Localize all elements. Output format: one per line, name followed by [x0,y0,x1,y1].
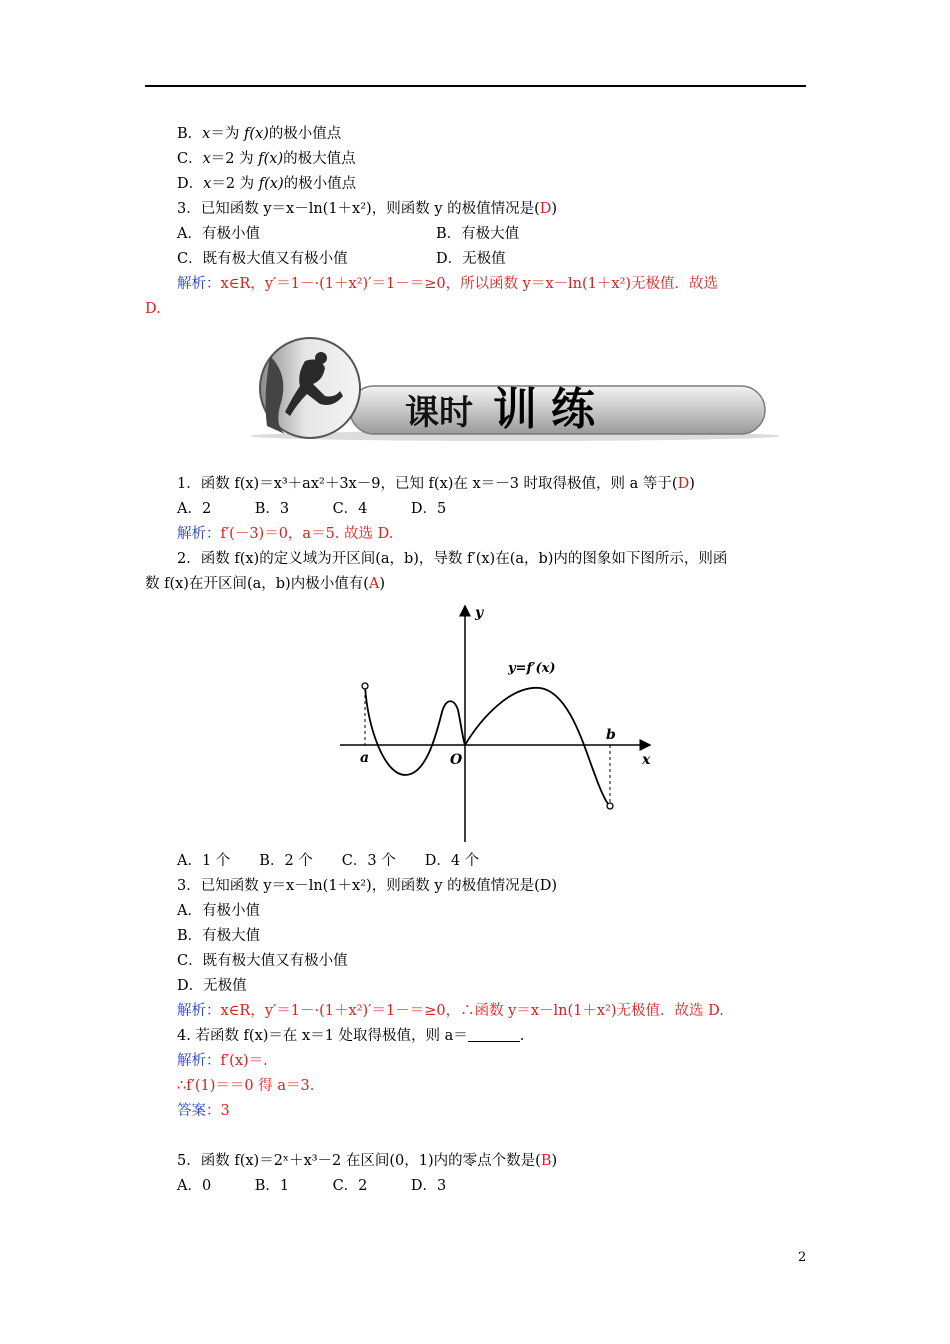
origin-label: O [450,752,463,768]
q3-top-options-cd: C．既有极大值又有极小值 D．无极值 [177,251,506,267]
curve-label: y=f′(x) [508,661,556,676]
training-q4: 4. 若函数 f(x)＝在 x＝1 处取得极值，则 a＝ . [177,1028,525,1044]
training-q5-options: A．0 B．1 C．2 D．3 [177,1178,447,1194]
training-q1-options: A．2 B．3 C．4 D．5 [177,501,447,517]
training-q2-line1: 2．函数 f(x)的定义域为开区间(a，b)，导数 f′(x)在(a，b)内的图象如下图所示，则函 [177,551,728,567]
training-q3-solution: 解析：x∈R，y′＝1－·(1＋x²)′＝1－＝≥0，∴函数 y＝x－ln(1＋x²)无极值．故选 D. [177,1003,724,1019]
option-b: B．x＝为 f(x)的极小值点 [177,126,342,142]
option-d: D．x＝2 为 f(x)的极小值点 [177,176,357,192]
header-rule [145,85,806,87]
option-c: C．x＝2 为 f(x)的极大值点 [177,151,356,167]
page-number: 2 [798,1250,807,1265]
open-endpoint-b [607,803,613,809]
derivative-graph [330,600,660,845]
training-q4-solution: 解析：f′(x)＝. [177,1053,268,1069]
x-axis-label: x [642,752,651,768]
answer-blank [468,1027,520,1042]
training-q4-answer: 答案：3 [177,1103,230,1119]
training-q3-b: B．有极大值 [177,928,261,944]
training-q3-d: D．无极值 [177,978,247,994]
training-q2-line2: 数 f(x)在开区间(a，b)内极小值有(A) [145,576,386,592]
training-q5: 5．函数 f(x)＝2ˣ＋x³－2 在区间(0，1)内的零点个数是(B) [177,1153,558,1169]
a-label: a [360,750,370,766]
q3-top-solution: 解析：x∈R，y′＝1－·(1＋x²)′＝1－＝≥0，所以函数 y＝x－ln(1＋x²)无极值．故选 [177,276,719,292]
b-label: b [606,727,616,743]
training-q2-options: A．1 个 B．2 个 C．3 个 D．4 个 [177,853,480,869]
lesson-training-banner [175,336,780,446]
y-axis-label: y [475,605,484,621]
banner-title-b: 训练 [493,384,609,435]
training-q1: 1．函数 f(x)＝x³＋ax²＋3x－9，已知 f(x)在 x＝－3 时取得极值，则 a 等于(D) [177,476,695,492]
training-q1-solution: 解析：f′(－3)＝0，a＝5. 故选 D. [177,526,394,542]
open-endpoint-a [362,683,368,689]
banner-title-a: 课时 [405,393,473,433]
derivative-curve [365,686,610,806]
training-q3-c: C．既有极大值又有极小值 [177,953,348,969]
q3-top-options-ab: A．有极小值 B．有极大值 [177,226,520,242]
q3-top-solution-cont: D. [145,301,161,317]
training-q4-solution-2: ∴f′(1)＝＝0 得 a＝3. [177,1078,315,1094]
training-q3-a: A．有极小值 [177,903,260,919]
question-3-top: 3．已知函数 y＝x－ln(1＋x²)，则函数 y 的极值情况是(D) [177,201,558,217]
training-q3: 3．已知函数 y＝x－ln(1＋x²)，则函数 y 的极值情况是(D) [177,878,558,894]
